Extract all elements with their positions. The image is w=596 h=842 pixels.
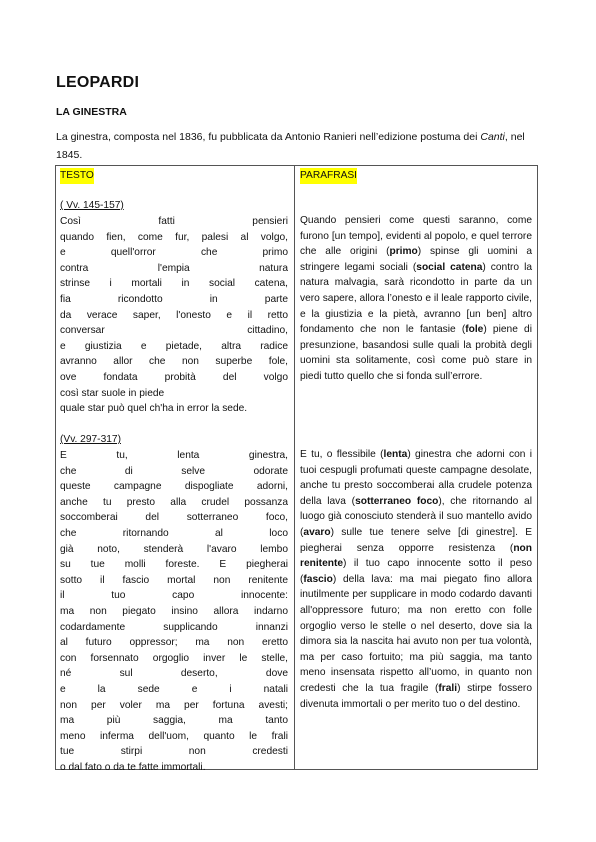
verse-line: codardamente supplicando innanzi bbox=[60, 621, 288, 633]
paraphrase-text: ) il tuo capo innocente sotto il peso ( bbox=[300, 558, 532, 585]
verse-line: o dal fato o da te fatte immortali. bbox=[60, 761, 206, 773]
section-1-reference: ( Vv. 145-157) bbox=[60, 200, 124, 211]
section-2-verses bbox=[60, 448, 288, 775]
intro-text-end: , nel 1845. bbox=[56, 131, 525, 161]
verse-line: meno inferma dell'uom, quanto le frali bbox=[60, 730, 288, 742]
verse-line: quando fien, come fur, palesi al volgo, bbox=[60, 231, 288, 243]
verse-line: e quell'orror che primo bbox=[60, 247, 288, 259]
verse-line: quale star può quel ch'ha in error la sede. bbox=[60, 403, 248, 415]
verse-line: ma non piegato insino allora indarno bbox=[60, 605, 288, 617]
intro-canti-italic: Canti bbox=[480, 131, 505, 143]
verse-line: che ritornando al loco bbox=[60, 527, 288, 539]
paraphrase-keyword: sotterraneo foco bbox=[355, 495, 439, 507]
verse-line: avranno allor che non superbe fole, bbox=[60, 356, 288, 368]
paraphrase-keyword: frali bbox=[438, 682, 458, 694]
paraphrase-text: ) della lava: ma mai piegato fino allora inutilmente per supplicare in modo codardo davanti all'oppressore futuro; ma non eretto con folle orgoglio verso le stelle o nel deserto, dove sia la dimora sia la nascita hai avuto non per tua volontà, ma per caso fortuito; ma più saggia, ma tanto meno insensata rispetto all’uomo, in quanto non credesti che la tua fragile ( bbox=[300, 573, 532, 694]
verse-line: soccomberai del sotterraneo foco, bbox=[60, 512, 288, 524]
verse-line: strinse i mortali in social catena, bbox=[60, 278, 288, 290]
verse-line: anche tu presto alla crudel possanza bbox=[60, 496, 288, 508]
intro-text-start: La ginestra, composta nel 1836, fu pubblicata da Antonio Ranieri nell’edizione postuma dei bbox=[56, 131, 481, 143]
verse-line: non per voler ma per fortuna avesti; bbox=[60, 699, 288, 711]
verse-line: già noto, stenderà l'avaro lembo bbox=[60, 543, 288, 555]
paraphrase-text: ) contro la natura malvagia, sarà ricondotto in parte da un vero sapere, allora l’onesto e il leale rapporto civile, e la giustizia e la pietà, avranno [un ben] altro fondamento che non le fantasie ( bbox=[300, 261, 533, 336]
verse-line: Così fatti pensieri bbox=[60, 216, 288, 227]
paraphrase-text: ) ginestra che adorni con i tuoi cespugli profumati queste campagne desolate, anche tu presto soccomberai alla crudele potenza della lava ( bbox=[300, 449, 532, 507]
text-paraphrase-table bbox=[55, 165, 538, 773]
verse-line: conversar cittadino, bbox=[60, 325, 288, 337]
header-parafrasi: PARAFRASI bbox=[300, 168, 357, 184]
verse-line: contra l'empia natura bbox=[60, 262, 288, 274]
paraphrase-text: ) piene di presunzione, basandosi sulle quali la probità degli uomini sta solitamente, così come può stare in piedi tutto quello che si fonda sull’errore. bbox=[300, 324, 532, 382]
verse-line: ma più saggia, ma tanto bbox=[60, 715, 288, 727]
paraphrase-text: ), che ritornando al luogo già conosciuto stenderà il suo mantello avido ( bbox=[300, 495, 532, 538]
verse-line: che di selve odorate bbox=[60, 465, 288, 477]
verse-line: su tue molli foreste. E piegherai bbox=[60, 559, 288, 571]
verse-line: né sul deserto, dove bbox=[60, 668, 288, 680]
verse-line: tue stirpi non credesti bbox=[60, 746, 288, 758]
verse-line: ove fondata probità del volgo bbox=[60, 371, 288, 383]
paraphrase-keyword: lenta bbox=[383, 449, 408, 460]
verse-line: così star suole in piede bbox=[60, 387, 165, 399]
verse-line: al futuro oppressor; ma non eretto bbox=[60, 637, 288, 649]
paraphrase-keyword: social catena bbox=[416, 261, 483, 273]
verse-line: e la sede e i natali bbox=[60, 683, 288, 695]
verse-line: il tuo capo innocente: bbox=[60, 590, 288, 602]
paraphrase-text: ) spinse gli uomini a stringere legami sociali ( bbox=[300, 246, 532, 273]
verse-line: da verace saper, l'onesto e il retto bbox=[60, 309, 288, 321]
section-1-verses bbox=[60, 214, 288, 417]
document-title: LEOPARDI bbox=[56, 74, 140, 91]
paraphrase-text: ) stirpe fossero divenuta immortali o per merito tuo o del destino. bbox=[300, 682, 532, 710]
paraphrase-keyword: fascio bbox=[303, 573, 333, 585]
verse-line: fia ricondotto in parte bbox=[60, 293, 288, 305]
paraphrase-text: E tu, o flessibile ( bbox=[300, 449, 384, 460]
paraphrase-text: ) sulle tue tenere selve [di ginestre]. E piegherai senza opporre resistenza ( bbox=[300, 526, 532, 554]
verse-line: E tu, lenta ginestra, bbox=[60, 450, 288, 461]
verse-line: con forsennato orgoglio inver le stelle, bbox=[60, 652, 288, 664]
verse-line: e giustizia e pietade, altra radice bbox=[60, 340, 288, 352]
verse-line: queste campagne dispogliate adorni, bbox=[60, 481, 288, 493]
verse-line: sotto il fascio mortal non renitente bbox=[60, 574, 288, 586]
column-divider bbox=[294, 166, 295, 769]
paraphrase-keyword: avaro bbox=[303, 526, 331, 538]
paraphrase-text: Quando pensieri come questi saranno, come furono [un tempo], evidenti al popolo, e quel terrore che alle origini ( bbox=[300, 215, 532, 258]
paraphrase-keyword: non renitente bbox=[300, 542, 532, 570]
section-2-paraphrase bbox=[300, 447, 532, 712]
intro-paragraph bbox=[56, 128, 542, 164]
section-1-paraphrase bbox=[300, 213, 532, 385]
paraphrase-keyword: primo bbox=[389, 246, 418, 258]
header-testo: TESTO bbox=[60, 168, 94, 184]
section-2-reference: (Vv. 297-317) bbox=[60, 434, 121, 445]
poem-title: LA GINESTRA bbox=[56, 106, 127, 118]
paraphrase-keyword: fole bbox=[465, 324, 484, 336]
